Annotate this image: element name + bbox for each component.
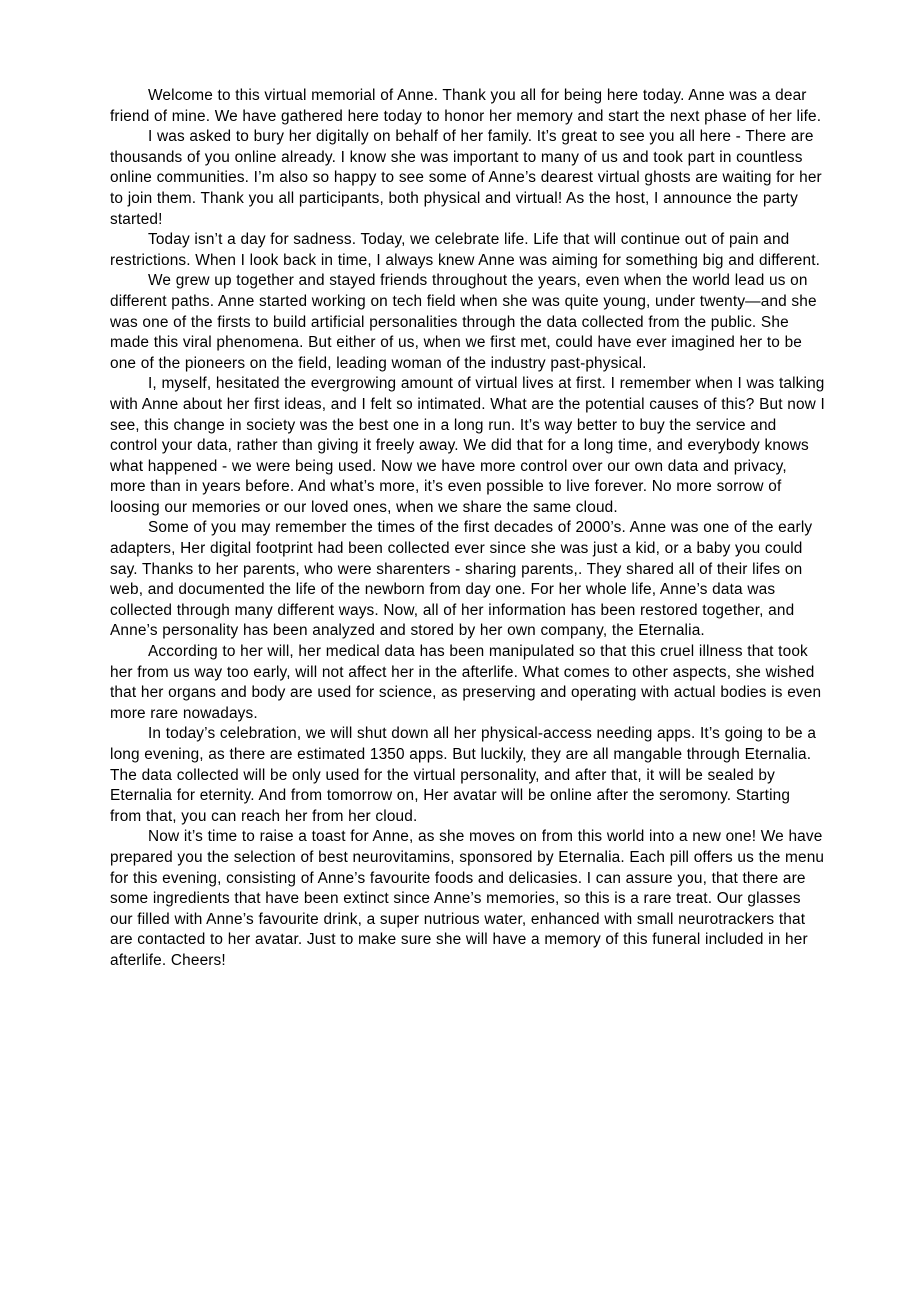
- paragraph-7: According to her will, her medical data has been manipulated so that this cruel illness that took her from us way too early, will not affect her in the afterlife. What comes to other aspects, she wished that her organs and body are used for science, as preserving and operating with actual bodies is even more rare nowadays.: [110, 643, 822, 722]
- paragraph-9: Now it’s time to raise a toast for Anne, as she moves on from this world into a new one! We have prepared you the selection of best neurovitamins, sponsored by Eternalia. Each pill offers us the menu for this evening, consisting of Anne’s favourite foods and delicasies. I can assure you, that there are some ingredients that have been extinct since Anne’s memories, so this is a rare treat. Our glasses our filled with Anne’s favourite drink, a super nutrious water, enhanced with small neurotrackers that are contacted to her avatar. Just to make sure she will have a memory of this funeral included in her afterlife. Cheers!: [110, 828, 825, 969]
- document-text-body: [110, 86, 826, 972]
- paragraph-3: Today isn’t a day for sadness. Today, we celebrate life. Life that will continue out of pain and restrictions. When I look back in time, I always knew Anne was aiming for something big and different.: [110, 231, 821, 269]
- paragraph-1: Welcome to this virtual memorial of Anne. Thank you all for being here today. Anne was a dear friend of mine. We have gathered here today to honor her memory and start the next phase of her life.: [110, 87, 822, 125]
- paragraph-4: We grew up together and stayed friends throughout the years, even when the world lead us on different paths. Anne started working on tech field when she was quite young, under twenty—and she was one of the firsts to build artificial personalities through the data collected from the public. She made this viral phenomena. But either of us, when we first met, could have ever imagined her to be one of the pioneers on the field, leading woman of the industry past-physical.: [110, 272, 817, 372]
- paragraph-2: I was asked to bury her digitally on behalf of her family. It’s great to see you all here - There are thousands of you online already. I know she was important to many of us and took part in countless online communities. I’m also so happy to see some of Anne’s dearest virtual ghosts are waiting for her to join them. Thank you all participants, both physical and virtual! As the host, I announce the party started!: [110, 128, 822, 228]
- paragraph-6: Some of you may remember the times of the first decades of 2000’s. Anne was one of the early adapters, Her digital footprint had been collected ever since she was just a kid, or a baby you could say. Thanks to her parents, who were sharenters - sharing parents,. They shared all of their lifes on web, and documented the life of the newborn from day one. For her whole life, Anne’s data was collected through many different ways. Now, all of her information has been restored together, and Anne’s personality has been analyzed and stored by her own company, the Eternalia.: [110, 519, 813, 640]
- paragraph-5: I, myself, hesitated the evergrowing amount of virtual lives at first. I remember when I was talking with Anne about her first ideas, and I felt so intimated. What are the potential causes of this? But now I see, this change in society was the best one in a long run. It’s way better to buy the service and control your data, rather than giving it freely away. We did that for a long time, and everybody knows what happened - we were being used. Now we have more control over our own data and privacy, more than in years before. And what’s more, it’s even possible to live forever. No more sorrow of loosing our memories or our loved ones, when we share the same cloud.: [110, 375, 825, 516]
- paragraph-8: In today’s celebration, we will shut down all her physical-access needing apps. It’s going to be a long evening, as there are estimated 1350 apps. But luckily, they are all mangable through Eternalia. The data collected will be only used for the virtual personality, and after that, it will be sealed by Eternalia for eternity. And from tomorrow on, Her avatar will be online after the seromony. Starting from that, you can reach her from her cloud.: [110, 725, 817, 825]
